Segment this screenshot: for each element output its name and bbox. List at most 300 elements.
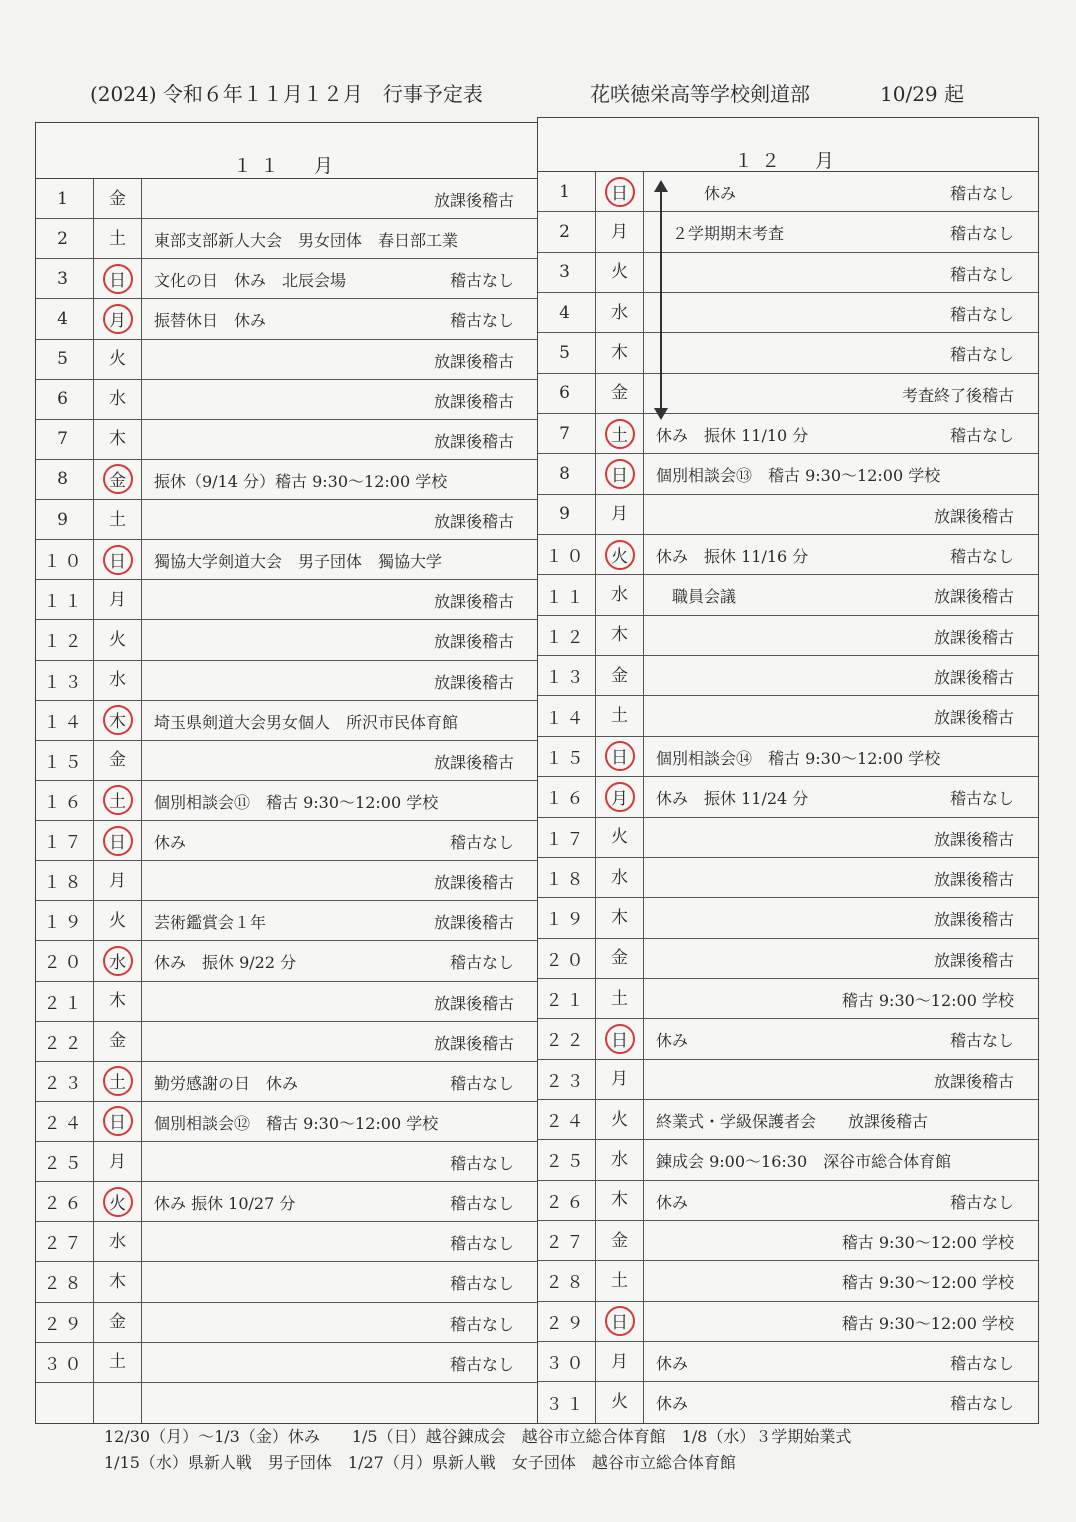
event-text: 東部支部新人大会 男女団体 春日部工業 xyxy=(154,231,459,251)
table-row xyxy=(538,495,1038,535)
practice-status: 稽古なし xyxy=(949,305,1014,325)
practice-status: 稽古なし xyxy=(449,1073,514,1093)
date-cell: １６ xyxy=(36,781,94,820)
table-row xyxy=(538,1140,1038,1180)
event-text: 芸術鑑賞会１年 xyxy=(154,913,267,933)
weekday-label: 火 xyxy=(611,1392,628,1413)
practice-status: 稽古なし xyxy=(949,224,1014,244)
practice-status: 放課後稽古 xyxy=(433,993,514,1013)
weekday-cell xyxy=(596,1019,644,1058)
weekday-label: 土 xyxy=(109,509,126,530)
weekday-label: 月 xyxy=(109,870,126,891)
date-cell: 7 xyxy=(36,420,94,459)
event-cell xyxy=(644,535,1038,574)
weekday-label: 火 xyxy=(611,262,628,283)
weekday-cell xyxy=(94,1383,142,1423)
practice-status: 放課後稽古 xyxy=(433,191,514,210)
date-cell: １３ xyxy=(538,656,596,695)
table-row xyxy=(36,1222,538,1262)
date-cell: 2 xyxy=(36,219,94,258)
weekday-cell xyxy=(596,1181,644,1220)
weekday-label: 金 xyxy=(611,665,628,686)
event-text: 個別相談会⑬ 稽古 9:30～12:00 学校 xyxy=(656,466,941,486)
practice-status: 放課後稽古 xyxy=(433,431,514,451)
weekday-cell xyxy=(596,414,644,453)
event-text: 休み xyxy=(656,184,737,203)
event-cell xyxy=(142,661,538,700)
weekday-cell xyxy=(94,299,142,338)
event-cell xyxy=(644,575,1038,614)
table-row xyxy=(538,737,1038,777)
practice-status: 稽古なし xyxy=(449,1194,514,1214)
date-cell: 4 xyxy=(538,293,596,332)
event-cell xyxy=(644,1302,1038,1341)
practice-status: 稽古なし xyxy=(449,311,514,331)
weekday-cell xyxy=(596,535,644,574)
event-cell xyxy=(644,172,1038,211)
event-cell xyxy=(142,1262,538,1301)
weekday-label: 金 xyxy=(611,1230,628,1251)
event-text: 個別相談会⑭ 稽古 9:30～12:00 学校 xyxy=(656,748,941,768)
table-row xyxy=(538,1382,1038,1422)
table-row xyxy=(36,219,538,259)
event-cell xyxy=(142,299,538,338)
weekday-cell xyxy=(596,374,644,413)
table-row xyxy=(36,661,538,701)
footer-line-1: 12/30（月）～1/3（金）休み 1/5（日）越谷錬成会 越谷市立総合体育館 1/8（水）３学期始業式 xyxy=(104,1427,852,1446)
table-row xyxy=(36,1343,538,1383)
exam-period-arrow xyxy=(660,188,662,414)
practice-status: 稽古なし xyxy=(449,953,514,973)
weekday-cell xyxy=(94,340,142,379)
weekday-cell xyxy=(94,982,142,1021)
weekday-cell xyxy=(596,858,644,897)
event-cell xyxy=(644,1060,1038,1099)
table-row xyxy=(538,939,1038,979)
event-cell xyxy=(142,219,538,258)
weekday-cell xyxy=(94,1182,142,1221)
practice-status: 放課後稽古 xyxy=(933,829,1014,849)
weekday-cell xyxy=(596,696,644,735)
date-cell: 6 xyxy=(538,374,596,413)
event-text: 振休（9/14 分）稽古 9:30～12:00 学校 xyxy=(154,471,448,491)
weekday-cell xyxy=(94,500,142,539)
event-cell xyxy=(142,1142,538,1181)
weekday-cell xyxy=(94,741,142,780)
weekday-cell xyxy=(596,495,644,534)
weekday-cell xyxy=(596,898,644,937)
event-cell xyxy=(644,495,1038,534)
weekday-label: 土 xyxy=(611,988,628,1009)
table-row xyxy=(36,1383,538,1423)
practice-status: 放課後稽古 xyxy=(933,708,1014,728)
event-text: 休み xyxy=(656,1394,689,1414)
event-cell xyxy=(142,901,538,940)
holiday-weekday-label: 土 xyxy=(605,419,635,449)
date-cell xyxy=(36,1383,94,1423)
event-cell xyxy=(644,1221,1038,1260)
weekday-cell xyxy=(94,901,142,940)
weekday-cell xyxy=(596,656,644,695)
date-cell: 6 xyxy=(36,380,94,419)
date-cell: ２１ xyxy=(36,982,94,1021)
date-cell: ２３ xyxy=(538,1060,596,1099)
date-cell: １０ xyxy=(36,540,94,579)
table-row xyxy=(36,701,538,741)
holiday-weekday-label: 日 xyxy=(605,741,635,771)
event-cell xyxy=(644,374,1038,413)
table-row xyxy=(36,1182,538,1222)
event-text: 休み 振休 11/10 分 xyxy=(656,426,809,446)
event-cell xyxy=(142,982,538,1021)
date-cell: １１ xyxy=(36,580,94,619)
weekday-cell xyxy=(596,1221,644,1260)
date-cell: １９ xyxy=(538,898,596,937)
weekday-cell xyxy=(596,1261,644,1300)
event-text: 振替休日 休み xyxy=(154,311,267,331)
date-cell: １１ xyxy=(538,575,596,614)
date-cell: 7 xyxy=(538,414,596,453)
holiday-weekday-label: 日 xyxy=(605,459,635,489)
event-text: 休み 振休 9/22 分 xyxy=(154,953,297,973)
weekday-cell xyxy=(596,454,644,493)
event-text: 職員会議 xyxy=(656,587,737,607)
table-row xyxy=(36,1062,538,1102)
table-row xyxy=(36,540,538,580)
holiday-weekday-label: 日 xyxy=(605,177,635,207)
table-row xyxy=(36,340,538,380)
date-cell: ２５ xyxy=(36,1142,94,1181)
event-text: 休み 振休 11/16 分 xyxy=(656,547,809,567)
event-text: 終業式・学級保護者会 放課後稽古 xyxy=(656,1111,929,1131)
event-cell xyxy=(142,259,538,298)
weekday-cell xyxy=(94,1142,142,1181)
practice-status: 稽古 9:30～12:00 学校 xyxy=(841,990,1014,1010)
event-cell xyxy=(644,1140,1038,1179)
weekday-label: 金 xyxy=(611,383,628,404)
table-row xyxy=(538,1302,1038,1342)
weekday-cell xyxy=(596,777,644,816)
date-cell: １８ xyxy=(538,858,596,897)
table-row xyxy=(538,1100,1038,1140)
date-cell: 5 xyxy=(538,333,596,372)
date-cell: ２２ xyxy=(538,1019,596,1058)
holiday-weekday-label: 日 xyxy=(103,826,133,856)
event-cell xyxy=(644,777,1038,816)
event-cell xyxy=(142,340,538,379)
weekday-cell xyxy=(94,540,142,579)
weekday-cell xyxy=(596,979,644,1018)
practice-status: 稽古なし xyxy=(449,1314,514,1334)
date-cell: １２ xyxy=(36,620,94,659)
weekday-label: 木 xyxy=(611,1190,628,1211)
practice-status: 放課後稽古 xyxy=(433,351,514,371)
arrow-down-icon xyxy=(654,408,668,420)
weekday-cell xyxy=(596,737,644,776)
weekday-cell xyxy=(94,781,142,820)
event-cell xyxy=(142,1182,538,1221)
holiday-weekday-label: 水 xyxy=(103,946,133,976)
practice-status: 稽古なし xyxy=(949,345,1014,365)
table-row xyxy=(538,1060,1038,1100)
holiday-weekday-label: 月 xyxy=(103,304,133,334)
weekday-label: 水 xyxy=(611,585,628,606)
table-row xyxy=(538,696,1038,736)
weekday-cell xyxy=(94,1262,142,1301)
practice-status: 稽古なし xyxy=(449,271,514,291)
practice-status: 放課後稽古 xyxy=(433,672,514,692)
practice-status: 稽古なし xyxy=(449,1274,514,1294)
holiday-weekday-label: 日 xyxy=(103,545,133,575)
holiday-weekday-label: 日 xyxy=(103,1106,133,1136)
date-cell: １４ xyxy=(36,701,94,740)
weekday-cell xyxy=(94,1343,142,1382)
table-row xyxy=(538,898,1038,938)
weekday-label: 月 xyxy=(611,1351,628,1372)
event-cell xyxy=(644,979,1038,1018)
weekday-label: 金 xyxy=(109,1312,126,1333)
weekday-cell xyxy=(94,941,142,980)
table-row xyxy=(36,821,538,861)
event-cell xyxy=(142,1022,538,1061)
date-cell: 4 xyxy=(36,299,94,338)
november-rows xyxy=(36,179,538,1423)
weekday-cell xyxy=(596,1060,644,1099)
table-row xyxy=(36,781,538,821)
weekday-label: 水 xyxy=(109,389,126,410)
event-cell xyxy=(644,696,1038,735)
event-cell xyxy=(142,500,538,539)
date-cell: ２０ xyxy=(538,939,596,978)
holiday-weekday-label: 月 xyxy=(605,782,635,812)
weekday-label: 木 xyxy=(109,1271,126,1292)
weekday-cell xyxy=(94,620,142,659)
weekday-cell xyxy=(94,1222,142,1261)
november-header: １１ 月 xyxy=(36,123,538,179)
date-cell: ３０ xyxy=(538,1342,596,1381)
event-cell xyxy=(142,701,538,740)
weekday-cell xyxy=(94,219,142,258)
weekday-cell xyxy=(94,259,142,298)
weekday-cell xyxy=(596,333,644,372)
table-row xyxy=(538,454,1038,494)
event-cell xyxy=(644,1261,1038,1300)
event-text: ２学期期末考査 xyxy=(656,224,785,244)
weekday-cell xyxy=(596,253,644,292)
december-header: １２ 月 xyxy=(538,118,1038,172)
table-row xyxy=(538,1181,1038,1221)
holiday-weekday-label: 土 xyxy=(103,1066,133,1096)
weekday-label: 水 xyxy=(611,867,628,888)
table-row xyxy=(538,575,1038,615)
event-cell xyxy=(644,939,1038,978)
table-row xyxy=(538,535,1038,575)
date-cell: １８ xyxy=(36,861,94,900)
date-cell: １５ xyxy=(538,737,596,776)
table-row xyxy=(36,460,538,500)
practice-status: 稽古 9:30～12:00 学校 xyxy=(841,1232,1014,1252)
weekday-label: 火 xyxy=(109,349,126,370)
practice-status: 放課後稽古 xyxy=(433,873,514,893)
holiday-weekday-label: 火 xyxy=(605,540,635,570)
weekday-cell xyxy=(596,172,644,211)
practice-status: 稽古なし xyxy=(449,833,514,852)
weekday-label: 月 xyxy=(611,222,628,243)
event-cell xyxy=(142,580,538,619)
weekday-cell xyxy=(94,380,142,419)
table-row xyxy=(538,414,1038,454)
event-cell xyxy=(142,941,538,980)
practice-status: 放課後稽古 xyxy=(933,950,1014,970)
event-text: 埼玉県剣道大会男女個人 所沢市民体育館 xyxy=(154,712,459,732)
holiday-weekday-label: 日 xyxy=(605,1306,635,1336)
date-cell: 3 xyxy=(36,259,94,298)
weekday-cell xyxy=(94,661,142,700)
footer-notes xyxy=(104,1424,1004,1476)
weekday-label: 水 xyxy=(109,1231,126,1252)
date-cell: １４ xyxy=(538,696,596,735)
practice-status: 稽古なし xyxy=(949,1394,1014,1414)
event-cell xyxy=(644,333,1038,372)
table-row xyxy=(36,1262,538,1302)
practice-status: 放課後稽古 xyxy=(933,910,1014,930)
page-title xyxy=(90,78,990,110)
weekday-cell xyxy=(94,1062,142,1101)
table-row xyxy=(36,1102,538,1142)
event-cell xyxy=(142,1062,538,1101)
date-cell: １５ xyxy=(36,741,94,780)
event-cell xyxy=(644,454,1038,493)
holiday-weekday-label: 木 xyxy=(103,705,133,735)
practice-status: 稽古なし xyxy=(949,426,1014,446)
weekday-label: 土 xyxy=(611,706,628,727)
holiday-weekday-label: 火 xyxy=(103,1187,133,1217)
event-cell xyxy=(644,737,1038,776)
date-cell: ２４ xyxy=(538,1100,596,1139)
weekday-cell xyxy=(596,1100,644,1139)
table-row xyxy=(36,982,538,1022)
date-cell: ２９ xyxy=(36,1303,94,1342)
practice-status: 稽古なし xyxy=(949,1353,1014,1373)
weekday-cell xyxy=(596,616,644,655)
weekday-cell xyxy=(596,1302,644,1341)
practice-status: 放課後稽古 xyxy=(433,1033,514,1053)
practice-status: 放課後稽古 xyxy=(933,1071,1014,1091)
event-cell xyxy=(142,179,538,218)
practice-status: 放課後稽古 xyxy=(433,391,514,411)
practice-status: 稽古なし xyxy=(949,547,1014,567)
weekday-label: 火 xyxy=(109,910,126,931)
event-cell xyxy=(644,818,1038,857)
practice-status: 稽古なし xyxy=(949,1192,1014,1212)
date-cell: ３０ xyxy=(36,1343,94,1382)
event-cell xyxy=(142,540,538,579)
table-row xyxy=(538,1261,1038,1301)
event-cell xyxy=(142,1383,538,1423)
practice-status: 放課後稽古 xyxy=(933,869,1014,889)
weekday-label: 土 xyxy=(109,228,126,249)
weekday-cell xyxy=(596,1382,644,1422)
weekday-cell xyxy=(596,575,644,614)
weekday-cell xyxy=(596,1140,644,1179)
weekday-cell xyxy=(94,1102,142,1141)
weekday-label: 土 xyxy=(611,1270,628,1291)
event-text: 勤労感謝の日 休み xyxy=(154,1073,299,1093)
weekday-cell xyxy=(596,212,644,251)
event-cell xyxy=(142,741,538,780)
event-text: 休み xyxy=(656,1192,689,1212)
date-cell: 8 xyxy=(36,460,94,499)
weekday-label: 金 xyxy=(611,948,628,969)
weekday-label: 月 xyxy=(109,1151,126,1172)
date-cell: １９ xyxy=(36,901,94,940)
table-row xyxy=(36,299,538,339)
schedule-title: (2024) 令和６年１１月１２月 行事予定表 xyxy=(90,82,483,106)
date-cell: １３ xyxy=(36,661,94,700)
weekday-label: 木 xyxy=(611,907,628,928)
table-row xyxy=(36,620,538,660)
date-cell: ２２ xyxy=(36,1022,94,1061)
event-cell xyxy=(644,1100,1038,1139)
table-row xyxy=(538,1342,1038,1382)
practice-status: 稽古 9:30～12:00 学校 xyxy=(841,1273,1014,1293)
weekday-label: 金 xyxy=(109,1031,126,1052)
practice-status: 放課後稽古 xyxy=(433,752,514,772)
date-cell: ２９ xyxy=(538,1302,596,1341)
weekday-cell xyxy=(94,701,142,740)
practice-status: 稽古なし xyxy=(449,1234,514,1254)
table-row xyxy=(538,333,1038,373)
weekday-cell xyxy=(94,460,142,499)
table-row xyxy=(538,374,1038,414)
date-cell: １６ xyxy=(538,777,596,816)
event-cell xyxy=(644,616,1038,655)
event-text: 錬成会 9:00～16:30 深谷市総合体育館 xyxy=(656,1152,952,1172)
event-cell xyxy=(644,414,1038,453)
event-cell xyxy=(142,1222,538,1261)
practice-status: 放課後稽古 xyxy=(933,506,1014,526)
event-cell xyxy=(644,293,1038,332)
table-row xyxy=(538,777,1038,817)
table-row xyxy=(36,741,538,781)
date-cell: ２７ xyxy=(36,1222,94,1261)
date-cell: １２ xyxy=(538,616,596,655)
practice-status: 放課後稽古 xyxy=(433,512,514,531)
table-row xyxy=(538,1221,1038,1261)
date-cell: ２１ xyxy=(538,979,596,1018)
footer-line-2: 1/15（水）県新人戦 男子団体 1/27（月）県新人戦 女子団体 越谷市立総合体育館 xyxy=(104,1453,736,1472)
date-cell: ２７ xyxy=(538,1221,596,1260)
holiday-weekday-label: 日 xyxy=(103,264,133,294)
table-row xyxy=(36,380,538,420)
table-row xyxy=(538,1019,1038,1059)
practice-status: 稽古なし xyxy=(949,184,1014,203)
table-row xyxy=(36,580,538,620)
weekday-cell xyxy=(94,179,142,218)
weekday-label: 水 xyxy=(611,1149,628,1170)
weekday-label: 金 xyxy=(109,188,126,209)
event-cell xyxy=(644,858,1038,897)
table-row xyxy=(36,179,538,219)
table-row xyxy=(36,941,538,981)
weekday-label: 木 xyxy=(109,991,126,1012)
weekday-cell xyxy=(94,1303,142,1342)
date-cell: １７ xyxy=(36,821,94,860)
weekday-cell xyxy=(94,580,142,619)
date-cell: 3 xyxy=(538,253,596,292)
arrow-up-icon xyxy=(654,180,668,192)
weekday-label: 月 xyxy=(611,504,628,525)
